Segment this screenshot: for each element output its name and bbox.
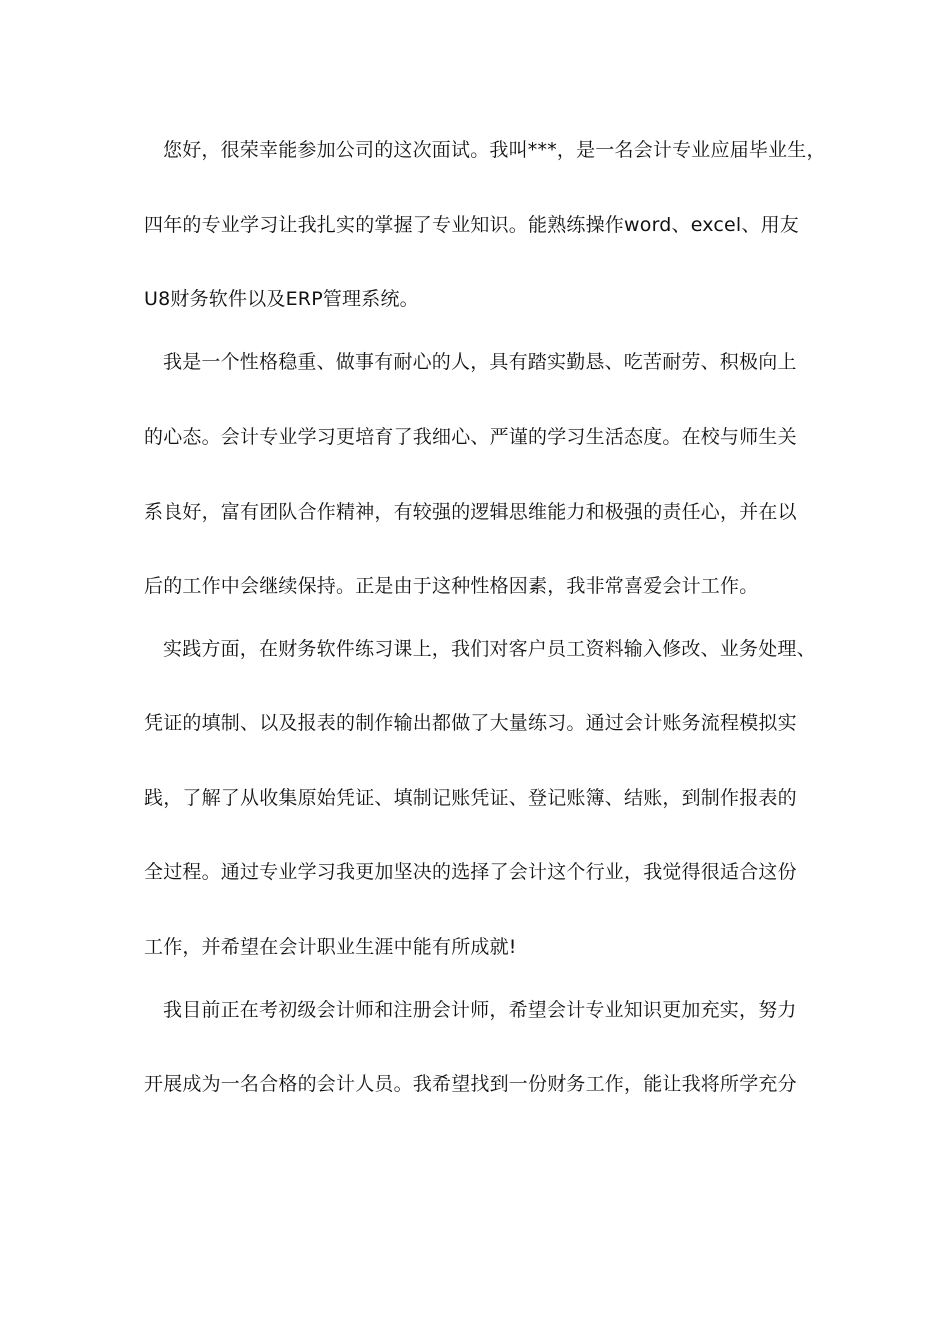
paragraph-2-line-4: 后的工作中会继续保持。正是由于这种性格因素，我非常喜爱会计工作。 [144,575,759,597]
paragraph-3-line-3: 践，了解了从收集原始凭证、填制记账凭证、登记账簿、结账，到制作报表的 [144,787,797,809]
paragraph-1-line-1: 您好，很荣幸能参加公司的这次面试。我叫***，是一名会计专业应届毕业生， [163,139,826,161]
paragraph-3-line-5: 工作，并希望在会计职业生涯中能有所成就! [144,936,517,958]
paragraph-2-line-2: 的心态。会计专业学习更培育了我细心、严谨的学习生活态度。在校与师生关 [144,426,797,448]
paragraph-3-line-4: 全过程。通过专业学习我更加坚决的选择了会计这个行业，我觉得很适合这份 [144,861,797,883]
paragraph-4-line-2: 开展成为一名合格的会计人员。我希望找到一份财务工作，能让我将所学充分 [144,1073,797,1095]
paragraph-1-line-2: 四年的专业学习让我扎实的掌握了专业知识。能熟练操作word、excel、用友 [144,214,799,236]
paragraph-3-line-2: 凭证的填制、以及报表的制作输出都做了大量练习。通过会计账务流程模拟实 [144,712,797,734]
paragraph-4-line-1: 我目前正在考初级会计师和注册会计师，希望会计专业知识更加充实，努力 [163,999,797,1021]
paragraph-2-line-1: 我是一个性格稳重、做事有耐心的人，具有踏实勤恳、吃苦耐劳、积极向上 [163,351,797,373]
paragraph-1-line-3: U8财务软件以及ERP管理系统。 [144,288,419,310]
paragraph-3-line-1: 实践方面，在财务软件练习课上，我们对客户员工资料输入修改、业务处理、 [163,638,816,660]
paragraph-2-line-3: 系良好，富有团队合作精神，有较强的逻辑思维能力和极强的责任心，并在以 [144,501,797,523]
